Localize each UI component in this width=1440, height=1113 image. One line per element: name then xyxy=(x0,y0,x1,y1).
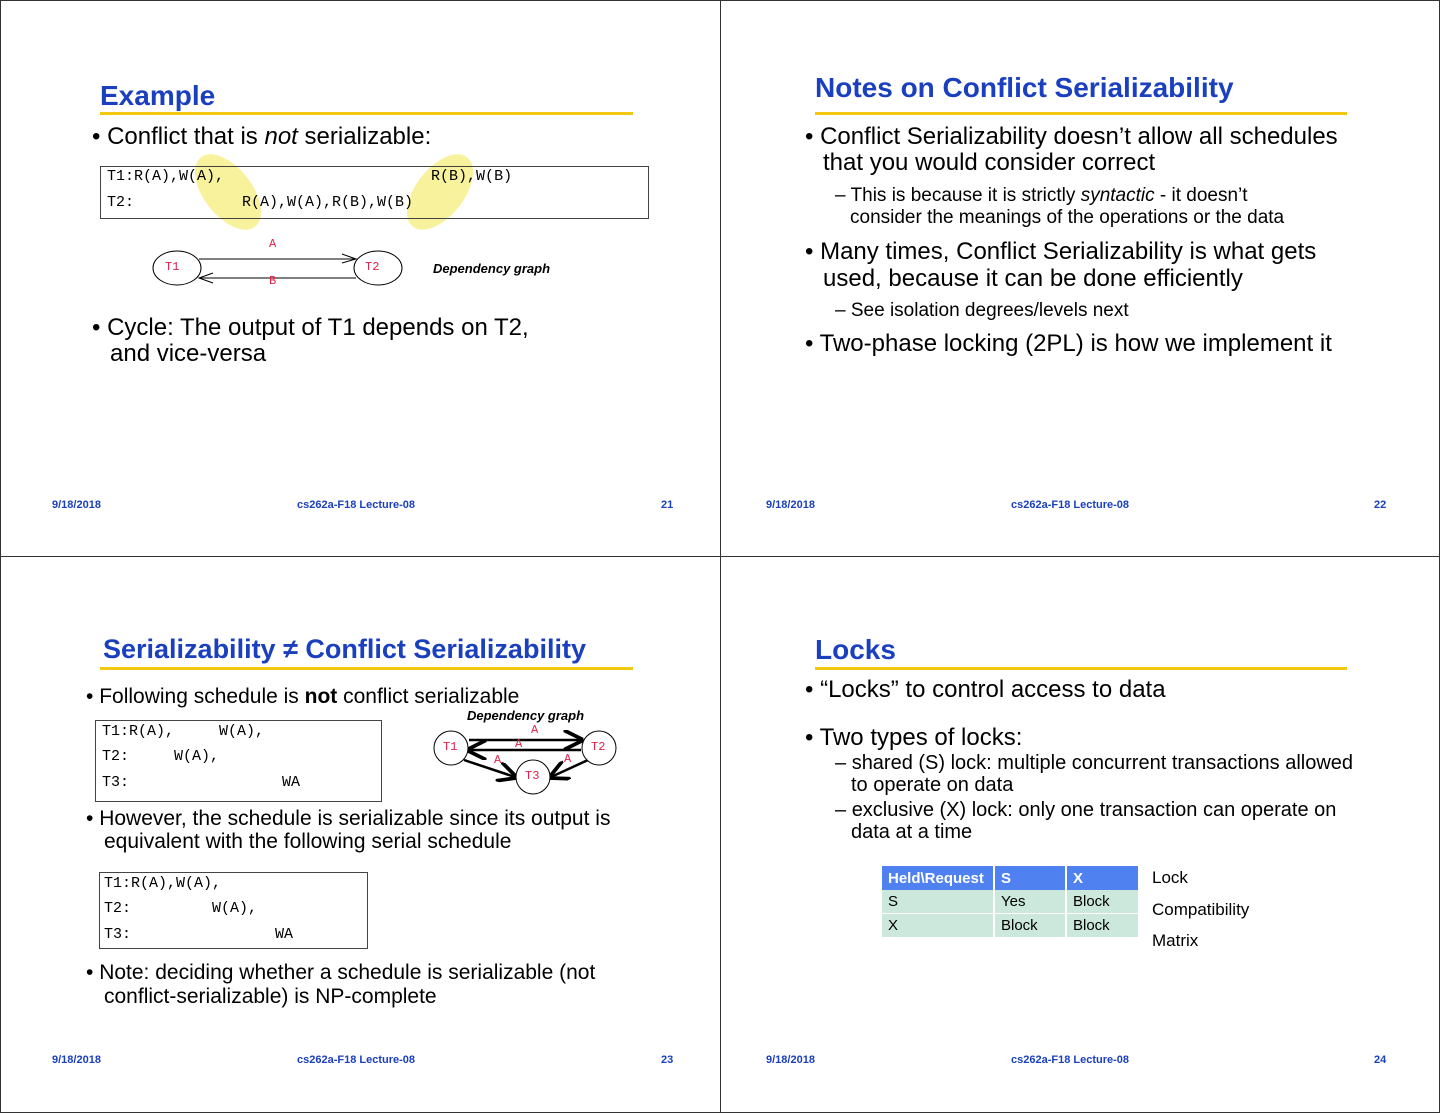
footer-date: 9/18/2018 xyxy=(766,1054,815,1066)
lock-compatibility-table xyxy=(882,866,1140,938)
slide-title: Notes on Conflict Serializability xyxy=(815,72,1234,103)
bullet-cont: and vice-versa xyxy=(110,340,267,367)
schedule-t2: T2: W(A), xyxy=(102,748,220,765)
highlight-ellipses xyxy=(0,0,720,300)
footer-date: 9/18/2018 xyxy=(766,499,815,511)
header-cell: X xyxy=(1066,866,1139,890)
text: - it doesn’t xyxy=(1154,185,1248,206)
bullet: • “Locks” to control access to data xyxy=(805,676,1166,703)
schedule-t1: T1:R(A), W(A), xyxy=(102,723,265,740)
text: exclusive (X) lock: only one transaction can operate on xyxy=(851,799,1337,821)
footer-page: 22 xyxy=(1374,499,1387,511)
text: not xyxy=(304,685,338,708)
footer-page: 24 xyxy=(1374,1054,1387,1066)
bullet: • However, the schedule is serializable since its output is xyxy=(86,807,611,830)
node-t3: T3 xyxy=(525,769,540,783)
sub-bullet-cont: consider the meanings of the operations or the data xyxy=(850,207,1285,228)
title-underline xyxy=(815,112,1347,115)
schedule-t2: T2: R(A),W(A),R(B),W(B) xyxy=(107,194,414,211)
edge-label: A xyxy=(269,237,277,251)
text: syntactic xyxy=(1080,185,1155,206)
text: Conflict Serializability doesn’t allow all schedules xyxy=(820,123,1338,150)
schedule-t3: T3: WA xyxy=(102,774,301,791)
graph-caption: Dependency graph xyxy=(467,708,585,723)
text: Two types of locks: xyxy=(819,724,1023,751)
header-cell: Held\Request xyxy=(882,866,994,890)
node-t1: T1 xyxy=(443,740,458,754)
sub-bullet: – See isolation degrees/levels next xyxy=(835,300,1129,321)
text: not xyxy=(264,123,298,150)
table-caption: Compatibility xyxy=(1152,900,1250,919)
title-underline xyxy=(100,667,633,670)
divider xyxy=(0,556,1440,557)
table-row xyxy=(882,890,1139,914)
header-cell: S xyxy=(994,866,1066,890)
text: conflict serializable xyxy=(337,685,520,708)
footer-course: cs262a-F18 Lecture-08 xyxy=(297,499,416,511)
bullet: • Conflict Serializability doesn’t allow all schedules xyxy=(805,123,1338,150)
bullet: • Many times, Conflict Serializability is what gets xyxy=(805,238,1317,265)
text: See isolation degrees/levels next xyxy=(850,300,1129,321)
text: Conflict that is xyxy=(107,123,265,150)
bullet: • Two-phase locking (2PL) is how we implement it xyxy=(805,330,1332,357)
bullet: • Following schedule is not conflict serializable xyxy=(86,685,520,708)
edge-label: A xyxy=(564,752,572,766)
node-t2: T2 xyxy=(365,260,380,274)
edge-label: A xyxy=(515,737,523,751)
bullet-cont: used, because it can be done efficiently xyxy=(823,265,1243,292)
text: Two-phase locking (2PL) is how we implement it xyxy=(819,330,1332,357)
bullet: • Two types of locks: xyxy=(805,724,1023,751)
cell: S xyxy=(882,890,994,914)
bullet-cont: conflict-serializable) is NP-complete xyxy=(104,985,437,1008)
bullet: • Note: deciding whether a schedule is serializable (not xyxy=(86,961,596,984)
slide-title: Serializability ≠ Conflict Serializability xyxy=(103,634,586,664)
footer-page: 23 xyxy=(661,1054,674,1066)
text: This is because it is strictly xyxy=(850,185,1081,206)
text: Many times, Conflict Serializability is what gets xyxy=(820,238,1317,265)
bullet-cont: that you would consider correct xyxy=(823,149,1156,176)
cell: Block xyxy=(1066,890,1139,914)
table-row xyxy=(882,914,1139,938)
schedule-t1: T1:R(A),W(A), R(B),W(B) xyxy=(107,168,513,185)
text: Following schedule is xyxy=(99,685,305,708)
footer-course: cs262a-F18 Lecture-08 xyxy=(1011,1054,1130,1066)
table-caption: Matrix xyxy=(1152,931,1199,950)
table-caption: Lock xyxy=(1152,868,1188,887)
text: serializable: xyxy=(297,123,432,150)
footer-course: cs262a-F18 Lecture-08 xyxy=(1011,499,1130,511)
bullet: • Conflict that is not serializable: xyxy=(92,123,432,150)
cell: Block xyxy=(1066,914,1139,938)
schedule-t2: T2: W(A), xyxy=(104,900,258,917)
text: “Locks” to control access to data xyxy=(820,676,1166,703)
bullet: • Cycle: The output of T1 depends on T2, xyxy=(92,314,529,341)
title-underline xyxy=(815,667,1347,670)
footer-page: 21 xyxy=(661,499,674,511)
slide-title: Locks xyxy=(815,634,896,665)
text: However, the schedule is serializable since its output is xyxy=(99,807,611,830)
node-t1: T1 xyxy=(165,260,180,274)
sub-bullet-cont: to operate on data xyxy=(851,774,1014,796)
slide-title: Example xyxy=(100,80,216,111)
text: Cycle: The output of T1 depends on T2, xyxy=(107,314,529,341)
sub-bullet-cont: data at a time xyxy=(851,821,973,843)
edge-label: A xyxy=(531,723,539,737)
footer-date: 9/18/2018 xyxy=(52,1054,101,1066)
sub-bullet: – shared (S) lock: multiple concurrent transactions allowed xyxy=(835,752,1354,774)
graph-caption: Dependency graph xyxy=(433,261,551,276)
text: Note: deciding whether a schedule is serializable (not xyxy=(99,961,596,984)
edge-label: B xyxy=(269,274,277,288)
footer-date: 9/18/2018 xyxy=(52,499,101,511)
text: shared (S) lock: multiple concurrent transactions allowed xyxy=(851,752,1354,774)
sub-bullet: – This is because it is strictly syntactic - it doesn’t xyxy=(835,185,1248,206)
cell: X xyxy=(882,914,994,938)
cell: Yes xyxy=(994,890,1066,914)
cell: Block xyxy=(994,914,1066,938)
sub-bullet: – exclusive (X) lock: only one transaction can operate on xyxy=(835,799,1337,821)
edge-label: A xyxy=(494,753,502,767)
schedule-t1: T1:R(A),W(A), xyxy=(104,875,222,892)
schedule-t3: T3: WA xyxy=(104,926,294,943)
footer-course: cs262a-F18 Lecture-08 xyxy=(297,1054,416,1066)
bullet-cont: equivalent with the following serial schedule xyxy=(104,830,512,853)
table-header xyxy=(882,866,1139,890)
dependency-graph xyxy=(420,720,640,805)
node-t2: T2 xyxy=(591,740,606,754)
